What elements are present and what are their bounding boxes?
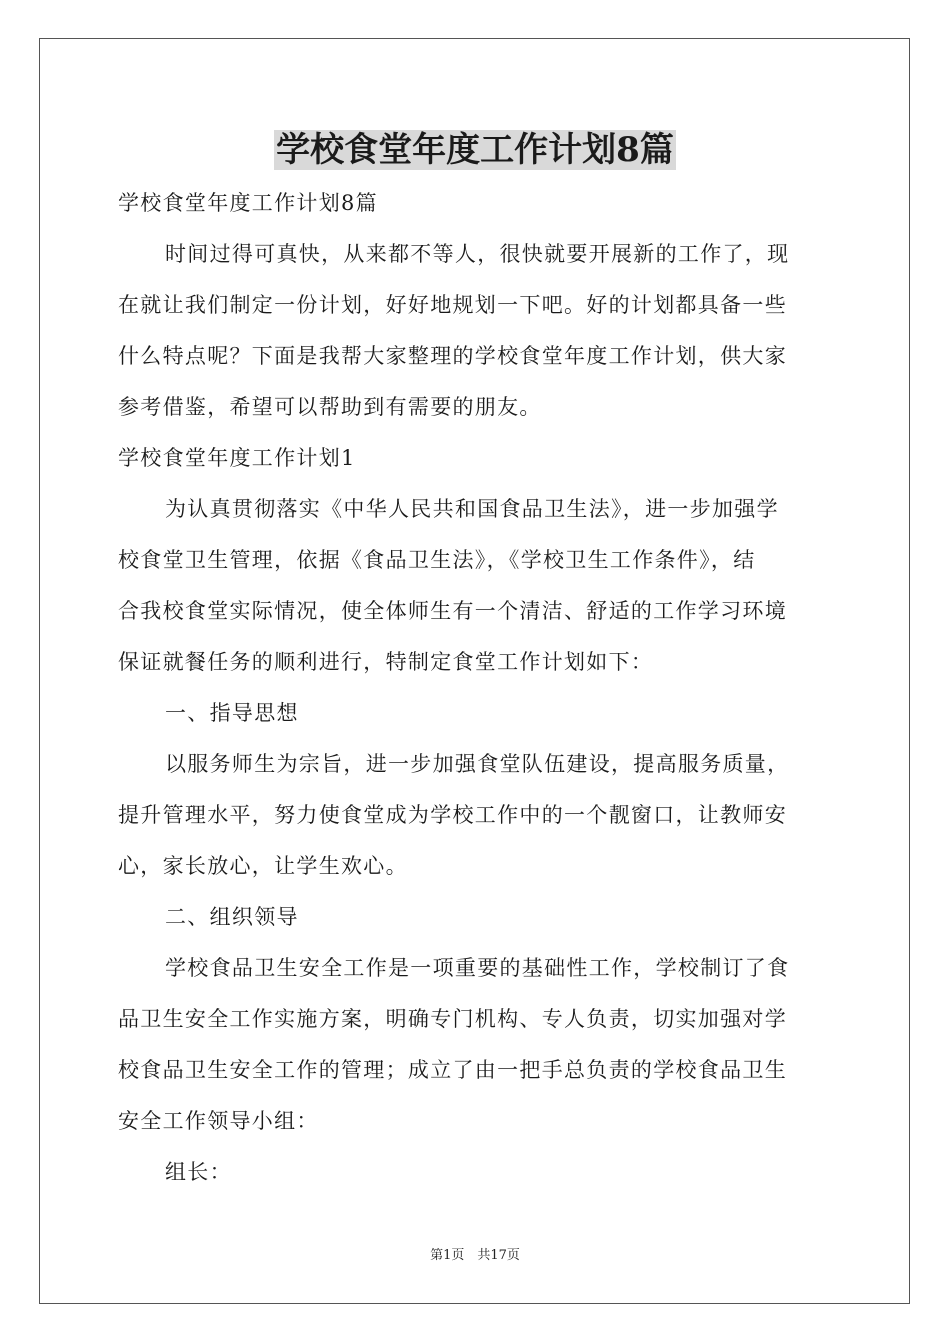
text-line: 校食堂卫生管理，依据《食品卫生法》，《学校卫生工作条件》，结 bbox=[118, 548, 756, 572]
text-line: 提升管理水平，努力使食堂成为学校工作中的一个靓窗口，让教师安 bbox=[118, 803, 787, 827]
text-line: 时间过得可真快，从来都不等人，很快就要开展新的工作了，现 bbox=[165, 242, 790, 266]
text-line: 在就让我们制定一份计划，好好地规划一下吧。好的计划都具备一些 bbox=[118, 293, 787, 317]
text-line: 学校食品卫生安全工作是一项重要的基础性工作，学校制订了食 bbox=[165, 956, 790, 980]
text-line: 参考借鉴，希望可以帮助到有需要的朋友。 bbox=[118, 395, 542, 419]
text-line: 校食品卫生安全工作的管理；成立了由一把手总负责的学校食品卫生 bbox=[118, 1058, 787, 1082]
text-line: 安全工作领导小组： bbox=[118, 1109, 319, 1133]
text-line: 学校食堂年度工作计划8篇 bbox=[118, 191, 378, 215]
text-line: 品卫生安全工作实施方案，明确专门机构、专人负责，切实加强对学 bbox=[118, 1007, 787, 1031]
text-line: 为认真贯彻落实《中华人民共和国食品卫生法》，进一步加强学 bbox=[165, 497, 779, 521]
text-line: 学校食堂年度工作计划1 bbox=[118, 446, 356, 470]
page-number: 第1页 共17页 bbox=[430, 1248, 520, 1263]
text-line: 组长： bbox=[165, 1160, 232, 1184]
page-footer bbox=[0, 1247, 950, 1265]
text-line: 以服务师生为宗旨，进一步加强食堂队伍建设，提高服务质量， bbox=[165, 752, 790, 776]
text-line: 什么特点呢？下面是我帮大家整理的学校食堂年度工作计划，供大家 bbox=[118, 344, 787, 368]
text-line: 保证就餐任务的顺利进行，特制定食堂工作计划如下： bbox=[118, 650, 654, 674]
text-line: 二、组织领导 bbox=[165, 905, 299, 929]
document-title bbox=[0, 126, 950, 174]
document-body bbox=[118, 178, 838, 1198]
document-title-text: 学校食堂年度工作计划8篇 bbox=[276, 130, 674, 170]
text-line: 一、指导思想 bbox=[165, 701, 299, 725]
text-line: 合我校食堂实际情况，使全体师生有一个清洁、舒适的工作学习环境 bbox=[118, 599, 787, 623]
text-line: 心，家长放心，让学生欢心。 bbox=[118, 854, 408, 878]
